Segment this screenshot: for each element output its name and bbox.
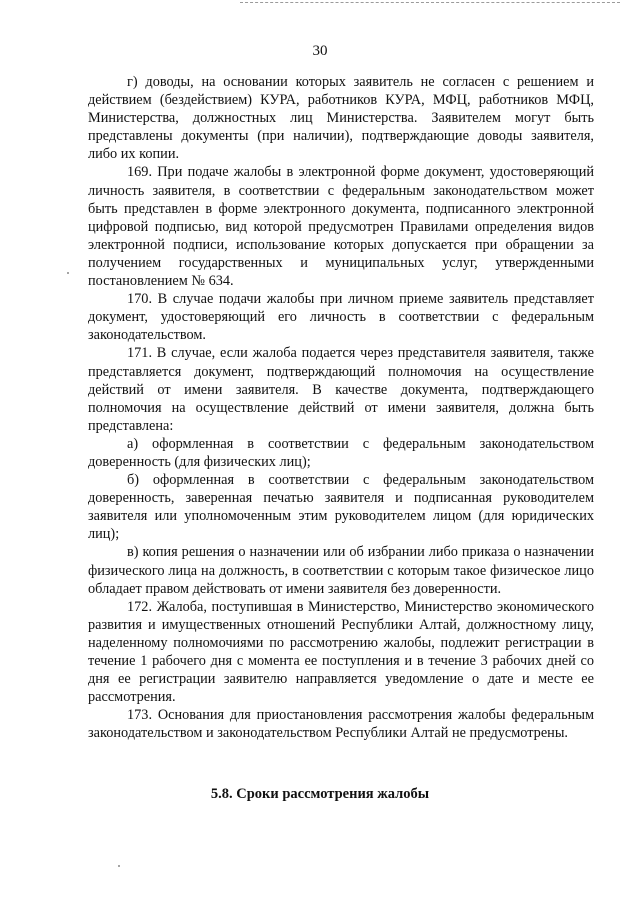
paragraph-171: 171. В случае, если жалоба подается через представителя заявителя, также представляется документ, подтверждающий полномочия на осуществление действий от имени заявителя. В качестве документа, подтверждающего полномочия на осуществление действий от имени заявителя, должна быть представлена: (88, 345, 594, 434)
paragraph-172: 172. Жалоба, поступившая в Министерство, Министерство экономического развития и имущественных отношений Республики Алтай, должностному лицу, наделенному полномочиями по рассмотрению жалобы, подлежит регистрации в течение 1 рабочего дня с момента ее поступления и в течение 3 рабочих дней со дня ее регистрации заявителю направляется уведомление о дате и месте ее рассмотрения. (88, 598, 594, 706)
paragraph-170: 170. В случае подачи жалобы при личном приеме заявитель представляет документ, удостоверяющий его личность в соответствии с федеральным законодательством. (88, 291, 594, 344)
paragraph-173: 173. Основания для приостановления рассмотрения жалобы федеральным законодательством и законодательством Республики Алтай не предусмотрены. (88, 707, 594, 742)
paragraph-item-v: в) копия решения о назначении или об избрании либо приказа о назначении физического лица на должность, в соответствии с которым такое физическое лицо обладает правом действовать от имени заявителя без доверенности. (88, 544, 594, 597)
scan-speck (118, 865, 120, 867)
paragraph-item-b: б) оформленная в соответствии с федеральным законодательством доверенность, заверенная печатью заявителя и подписанная руководителем заявителя или уполномоченным этим руководителем лицом (для юридических лиц); (88, 472, 594, 543)
scan-speck (67, 272, 69, 274)
scan-edge-line (240, 2, 620, 4)
document-body (88, 73, 594, 742)
paragraph-item-a: а) оформленная в соответствии с федеральным законодательством доверенность (для физических лиц); (88, 435, 594, 470)
paragraph-169: 169. При подаче жалобы в электронной форме документ, удостоверяющий личность заявителя, в соответствии с федеральным законодательством может быть представлен в форме электронного документа, подписанного электронной цифровой подписью, вид которой предусмотрен Правилами определения видов электронной подписи, использование которых допускается при обращении за получением государственных и муниципальных услуг, утвержденными постановлением № 634. (88, 164, 594, 290)
page-number: 30 (312, 43, 328, 59)
paragraph-item-g: г) доводы, на основании которых заявитель не согласен с решением и действием (бездействием) КУРА, работников КУРА, МФЦ, работников МФЦ, Министерства, должностных лиц Министерства. Заявителем могут быть представлены документы (при наличии), подтверждающие доводы заявителя, либо их копии. (88, 74, 594, 163)
section-heading: 5.8. Сроки рассмотрения жалобы (210, 786, 430, 802)
